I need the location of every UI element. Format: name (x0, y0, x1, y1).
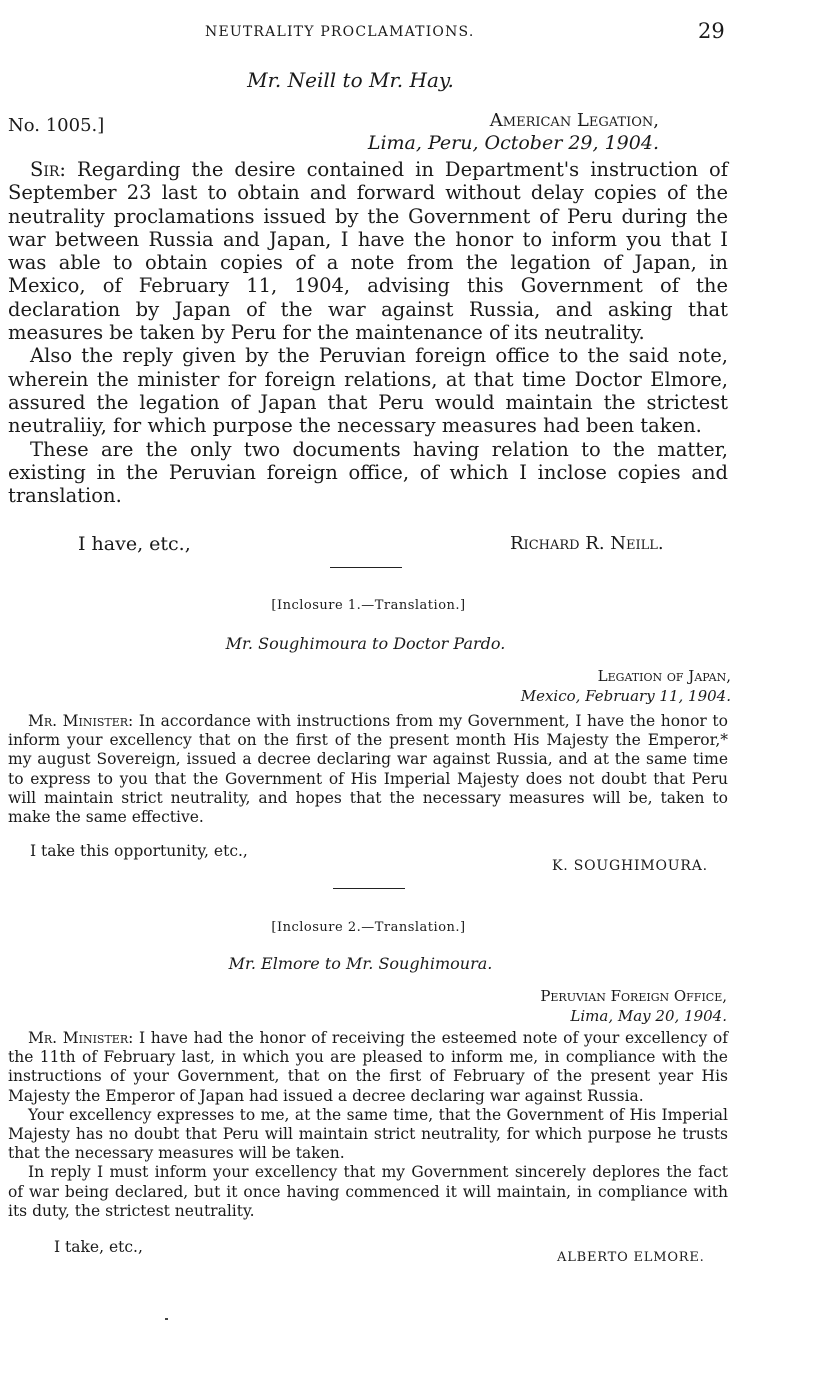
letter1-paragraph-2: Also the reply given by the Peruvian foreign office to the said note, wherein the minister for foreign relations, at that time Doctor Elmore, assured the legation of Japan that Peru would maintain the strictest neutraliiy, for which purpose the necessary measures had been taken. (8, 344, 728, 438)
print-speck (165, 1318, 168, 1320)
inclosure2-body (8, 1029, 728, 1221)
section-divider-2 (333, 888, 405, 889)
inclosure2-paragraph-3: In reply I must inform your excellency that my Government sincerely deplores the fact of war being declared, but it once having commenced it will maintain, in compliance with its duty, the strictest neutrality. (8, 1163, 728, 1220)
inclosure2-label: [Inclosure 2.—Translation.] (271, 920, 466, 935)
inclosure1-label: [Inclosure 1.—Translation.] (271, 598, 466, 613)
inclosure1-address (521, 666, 731, 706)
letter1-paragraph-1 (8, 158, 728, 344)
inclosure2-signature: ALBERTO ELMORE. (557, 1250, 705, 1265)
inclosure1-signature: K. SOUGHIMOURA. (552, 858, 708, 874)
inclosure2-address-line2: Lima, May 20, 1904. (570, 1007, 727, 1025)
inclosure2-address (540, 986, 727, 1026)
inclosure1-address-line2: Mexico, February 11, 1904. (520, 687, 731, 705)
letter1-number: No. 1005.] (8, 115, 105, 136)
inclosure1-body (8, 712, 728, 827)
inclosure1-closing: I take this opportunity, etc., (30, 842, 248, 860)
inclosure2-address-line1: Peruvian Foreign Office, (540, 987, 727, 1005)
inclosure1-paragraph-1-text: In accordance with instructions from my Government, I have the honor to inform your excellency that on the first of the present month His Majesty the Emperor,* my august Sovereign, issued a decree declaring war against Russia, and at the same time to express to you that the Government of His Imperial Majesty does not doubt that Peru will maintain strict neutrality, and hopes that the necessary measures will be, taken to make the same effective. (8, 712, 728, 827)
letter1-signature: Richard R. Neill. (510, 533, 664, 554)
inclosure1-paragraph-1 (8, 712, 728, 827)
inclosure1-heading: Mr. Soughimoura to Doctor Pardo. (225, 634, 506, 653)
inclosure2-paragraph-1-text: I have had the honor of receiving the esteemed note of your excellency of the 11th of February last, in which you are pleased to inform me, in compliance with the instructions of your Government, that on the first of February of the present year His Majesty the Emperor of Japan had issued a decree declaring war against Russia. (8, 1029, 728, 1105)
running-head (0, 19, 821, 46)
letter1-address-line2: Lima, Peru, October 29, 1904. (367, 132, 659, 154)
letter1-closing: I have, etc., (78, 533, 191, 555)
inclosure2-salutation: Mr. Minister: (28, 1029, 134, 1047)
inclosure2-paragraph-2: Your excellency expresses to me, at the same time, that the Government of His Imperial Majesty has no doubt that Peru will maintain strict neutrality, for which purpose he trusts that the necessary measures will be taken. (8, 1105, 728, 1163)
inclosure1-salutation: Mr. Minister: (28, 712, 134, 730)
letter1-address (368, 110, 659, 154)
inclosure2-heading: Mr. Elmore to Mr. Soughimoura. (228, 954, 493, 973)
inclosure2-paragraph-1 (8, 1029, 728, 1106)
inclosure1-address-line1: Legation of Japan, (597, 667, 731, 685)
page-number: 29 (698, 19, 725, 43)
inclosure2-closing: I take, etc., (54, 1238, 143, 1256)
running-title: NEUTRALITY PROCLAMATIONS. (205, 24, 475, 40)
letter1-address-line1: American Legation, (489, 110, 659, 131)
section-divider-1 (330, 567, 402, 568)
letter1-paragraph-1-text: Regarding the desire contained in Department's instruction of September 23 last to obtain and forward without delay copies of the neutrality proclamations issued by the Government of Peru during the war between Russia and Japan, I have the honor to inform you that I was able to obtain copies of a note from the legation of Japan, in Mexico, of February 11, 1904, advising this Government of the declaration by Japan of the war against Russia, and asking that measures be taken by Peru for the maintenance of its neutrality. (8, 158, 728, 345)
letter1-body (8, 158, 728, 507)
letter1-heading: Mr. Neill to Mr. Hay. (247, 68, 454, 92)
letter1-salutation: Sir: (30, 158, 66, 181)
letter1-paragraph-3: These are the only two documents having relation to the matter, existing in the Peruvian foreign office, of which I inclose copies and translation. (8, 437, 728, 508)
